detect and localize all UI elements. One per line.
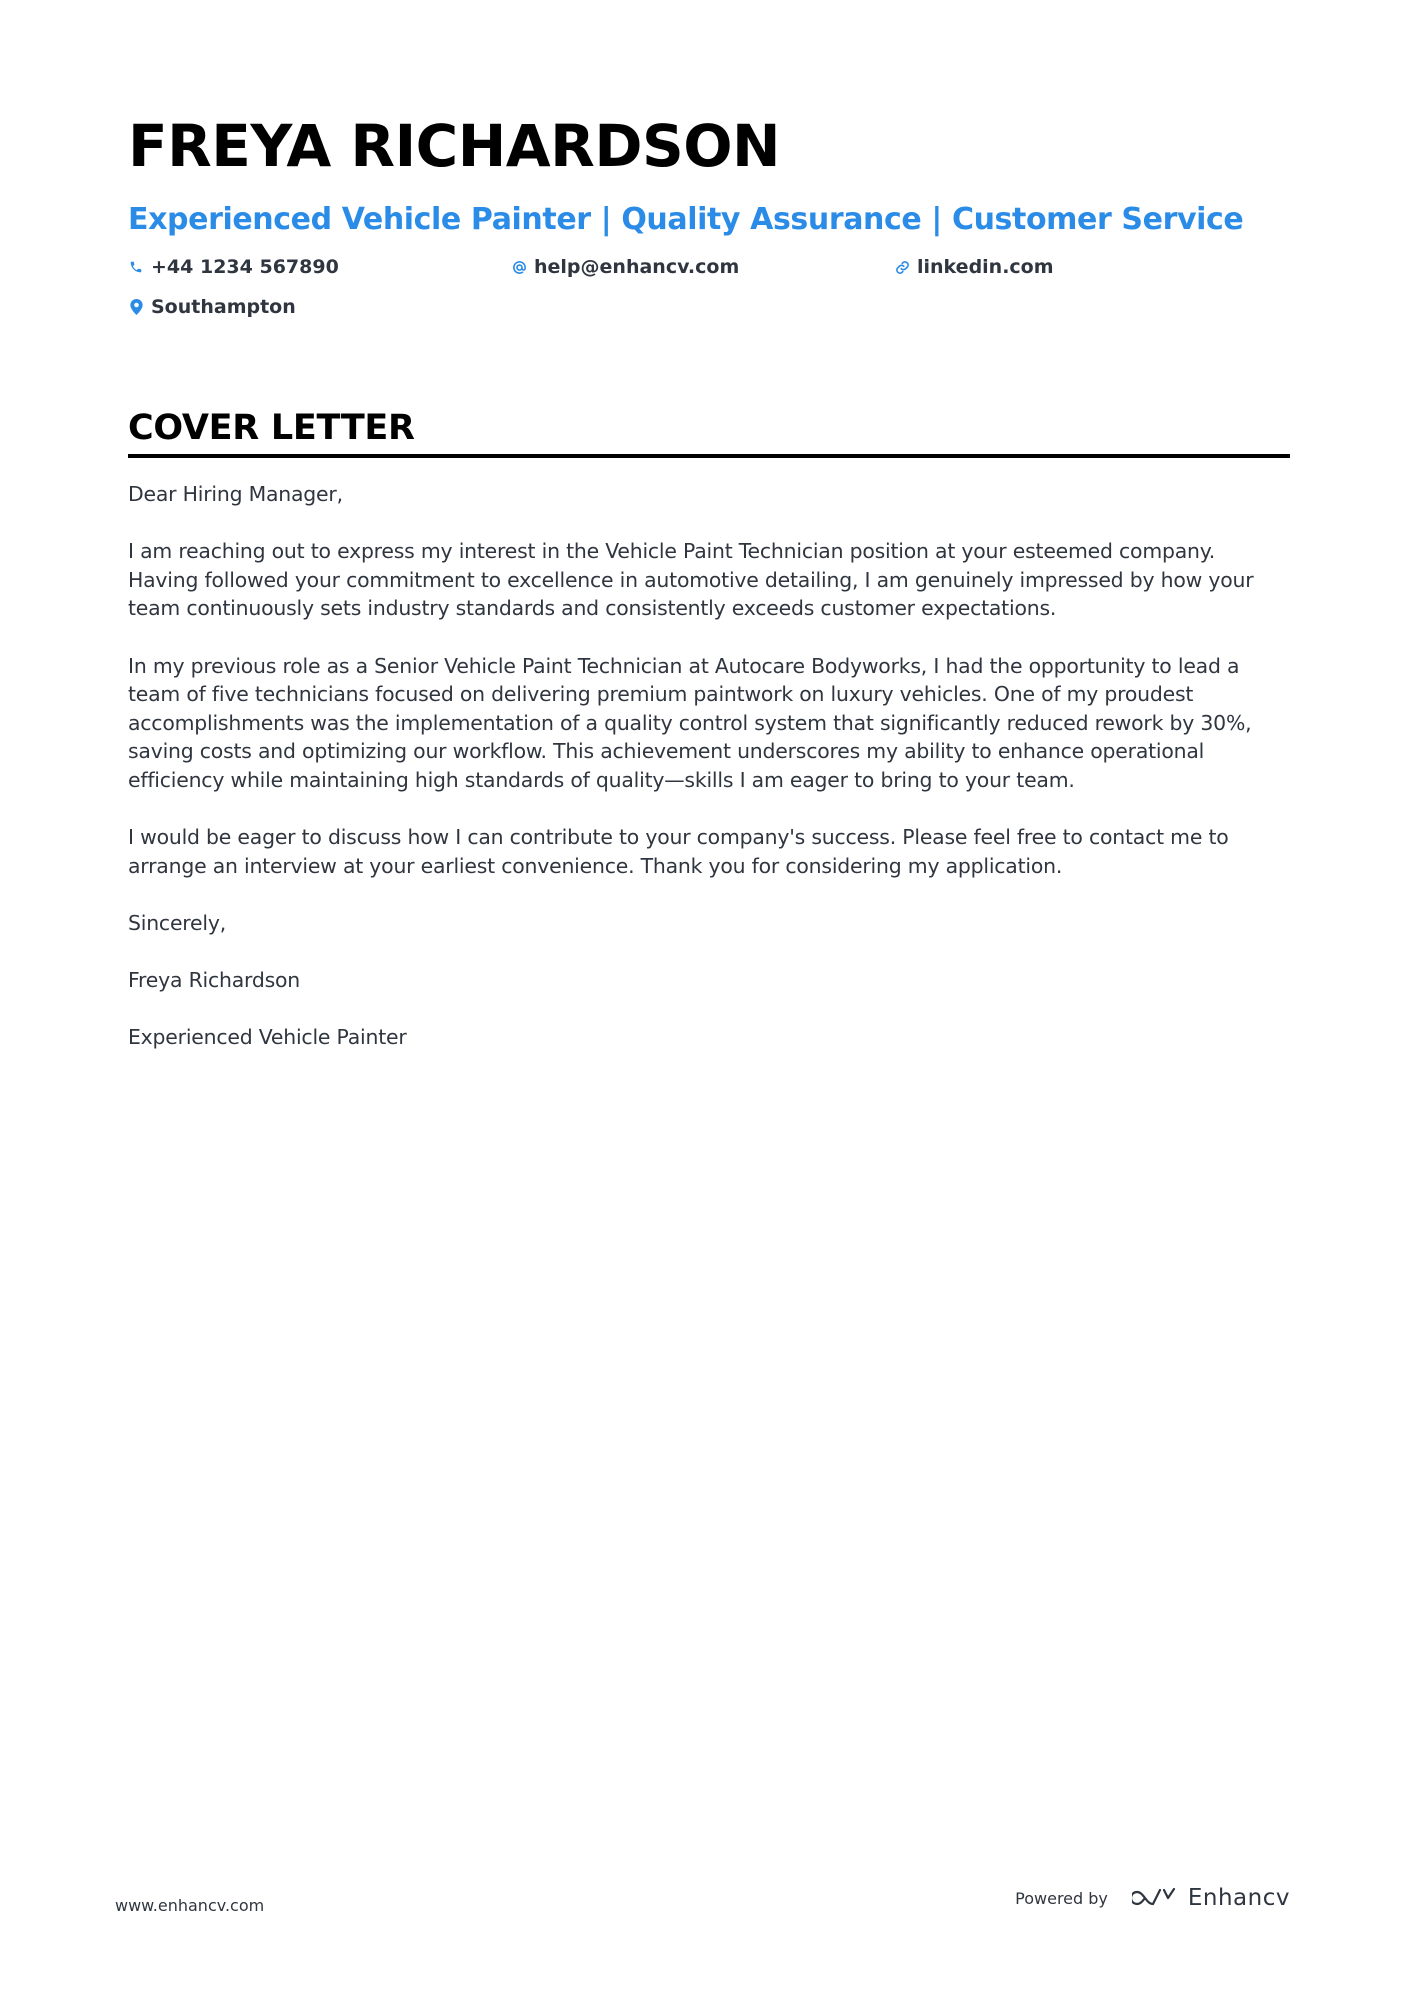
at-sign-icon: [511, 259, 527, 275]
letter-paragraph: I would be eager to discuss how I can contribute to your company's success. Please feel free to contact me to arrange an interview at your earliest convenience. Thank you for considering my application.: [128, 825, 1229, 878]
letter-paragraph: I am reaching out to express my interest in the Vehicle Paint Technician position at your esteemed company. Having followed your commitment to excellence in automotive detailing, I am genuinely impressed by how your team continuously sets industry standards and consistently exceeds customer expectations.: [128, 539, 1254, 621]
email-address[interactable]: help@enhancv.com: [534, 256, 740, 278]
letter-closing: Sincerely,: [128, 910, 226, 935]
applicant-name: FREYA RICHARDSON: [128, 112, 781, 180]
footer-website[interactable]: www.enhancv.com: [115, 1896, 265, 1915]
contact-location: [128, 292, 511, 322]
location-text: Southampton: [151, 296, 296, 318]
contact-linkedin: [894, 252, 1277, 282]
map-pin-icon: [128, 299, 144, 315]
section-divider: [128, 454, 1290, 458]
section-title: COVER LETTER: [128, 408, 415, 448]
phone-icon: [128, 259, 144, 275]
signature-name: Freya Richardson: [128, 968, 301, 993]
phone-number: +44 1234 567890: [151, 256, 339, 278]
powered-by-label: Powered by: [1015, 1888, 1108, 1908]
letter-greeting: Dear Hiring Manager,: [128, 482, 343, 506]
cover-letter-page: [128, 110, 1290, 1080]
linkedin-link[interactable]: linkedin.com: [917, 256, 1054, 278]
contact-info: [128, 252, 1290, 322]
applicant-headline: Experienced Vehicle Painter | Quality Assurance | Customer Service: [128, 202, 1244, 237]
link-icon: [894, 259, 910, 275]
footer-branding: [1015, 1885, 1290, 1911]
letter-body: [128, 480, 1290, 1052]
brand-wordmark: Enhancv: [1187, 1885, 1290, 1911]
signature-title: Experienced Vehicle Painter: [128, 1025, 407, 1050]
contact-phone: [128, 252, 511, 282]
contact-email: [511, 252, 894, 282]
enhancv-logo-icon: [1132, 1886, 1178, 1910]
letter-paragraph: In my previous role as a Senior Vehicle Paint Technician at Autocare Bodyworks, I had the opportunity to lead a team of five technicians focused on delivering premium paintwork on luxury vehicles. One of my proudest accomplishments was the implementation of a quality control system that significantly reduced rework by 30%, saving costs and optimizing our workflow. This achievement underscores my ability to enhance operational efficiency while maintaining high standards of quality—skills I am eager to bring to your team.: [128, 653, 1252, 792]
